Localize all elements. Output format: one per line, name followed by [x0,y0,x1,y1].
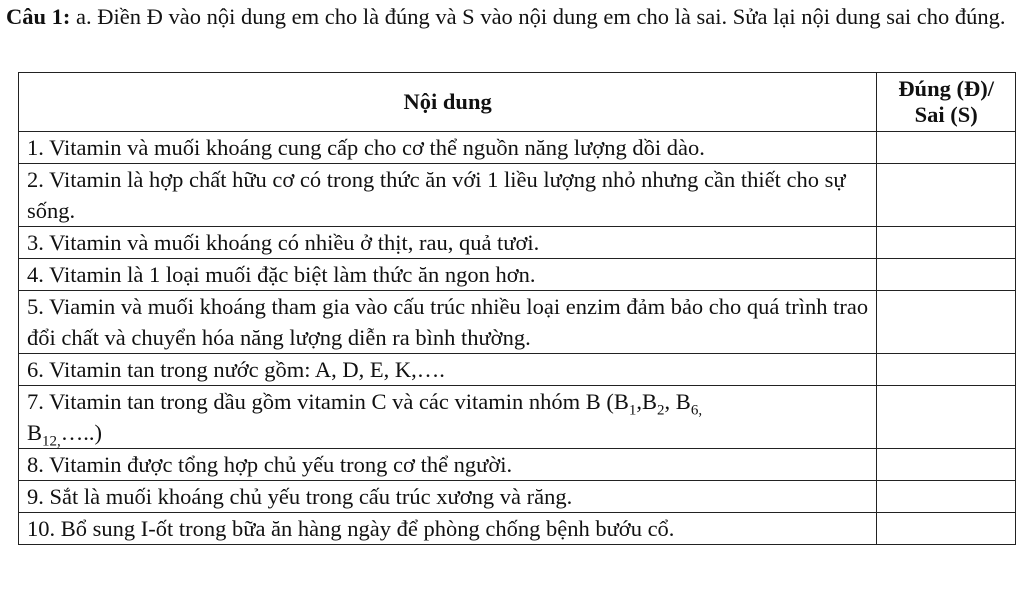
answer-cell[interactable] [877,291,1016,354]
answer-cell[interactable] [877,513,1016,545]
row-content: 1. Vitamin và muối khoáng cung cấp cho cơ thể nguồn năng lượng dồi dào. [19,132,877,164]
table-row [19,354,1016,386]
row-content: 9. Sắt là muối khoáng chủ yếu trong cấu trúc xương và răng. [19,481,877,513]
row-content: 5. Viamin và muối khoáng tham gia vào cấu trúc nhiều loại enzim đảm bảo cho quá trình trao đổi chất và chuyển hóa năng lượng diễn ra bình thường. [19,291,877,354]
row-content: 3. Vitamin và muối khoáng có nhiều ở thịt, rau, quả tươi. [19,227,877,259]
row-content: 10. Bổ sung I-ốt trong bữa ăn hàng ngày để phòng chống bệnh bướu cổ. [19,513,877,545]
table-header-row [19,73,1016,132]
table-row [19,449,1016,481]
table-row [19,291,1016,354]
answer-cell[interactable] [877,259,1016,291]
quiz-table [18,72,1016,545]
row-content: 6. Vitamin tan trong nước gồm: A, D, E, K,…. [19,354,877,386]
table-row [19,132,1016,164]
answer-cell[interactable] [877,354,1016,386]
header-content: Nội dung [19,73,877,132]
header-answer [877,73,1016,132]
header-answer-line2: Sai (S) [914,102,978,127]
row-content-7: 7. Vitamin tan trong dầu gồm vitamin C và các vitamin nhóm B ($B_1,B_2$, $B_{6,}$ $B_{12,}\dots$..) [19,386,877,449]
question-instruction: a. Điền Đ vào nội dung em cho là đúng và S vào nội dung em cho là sai. Sửa lại nội dung sai cho đúng. [70,4,1006,29]
table-row [19,259,1016,291]
row-content: 8. Vitamin được tổng hợp chủ yếu trong cơ thể người. [19,449,877,481]
answer-cell[interactable] [877,449,1016,481]
row-content: 4. Vitamin là 1 loại muối đặc biệt làm thức ăn ngon hơn. [19,259,877,291]
table-row [19,164,1016,227]
answer-cell[interactable] [877,132,1016,164]
question-label: Câu 1: [6,4,71,29]
header-answer-line1: Đúng (Đ)/ [898,76,994,101]
row-content: 2. Vitamin là hợp chất hữu cơ có trong thức ăn với 1 liều lượng nhỏ nhưng cần thiết cho sự sống. [19,164,877,227]
table-row [19,386,1016,449]
table-row [19,513,1016,545]
question-text [6,2,1018,32]
answer-cell[interactable] [877,481,1016,513]
answer-cell[interactable] [877,164,1016,227]
answer-cell[interactable] [877,227,1016,259]
answer-cell[interactable] [877,386,1016,449]
table-row [19,227,1016,259]
table-row [19,481,1016,513]
